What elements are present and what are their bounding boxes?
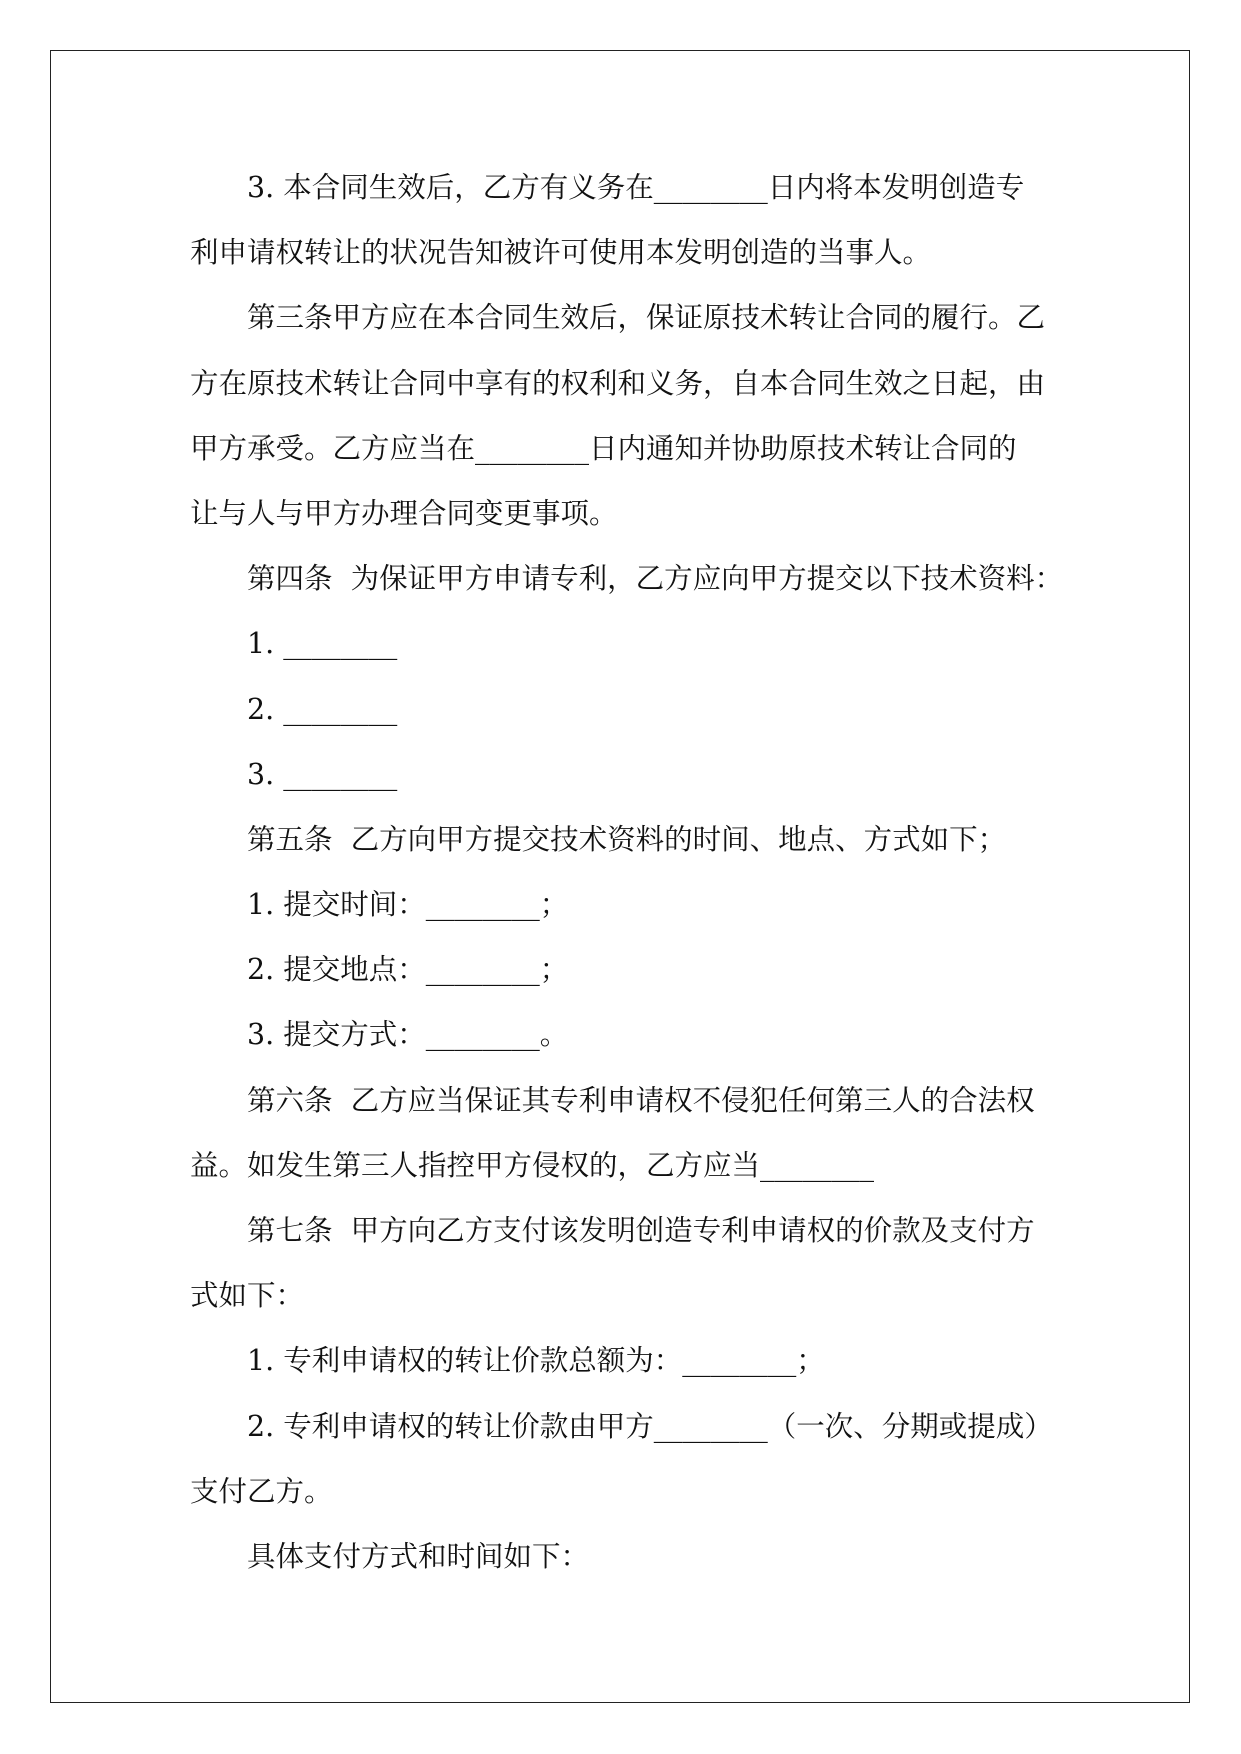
article-4-heading: 第四条 为保证甲方申请专利，乙方应向甲方提交以下技术资料：: [247, 562, 1064, 596]
text-line: 3. 本合同生效后，乙方有义务在________日内将本发明创造专: [247, 171, 1025, 204]
text-line: 方在原技术转让合同中享有的权利和义务，自本合同生效之日起，由: [190, 366, 1046, 400]
list-item: 1. 专利申请权的转让价款总额为：________；: [247, 1344, 825, 1378]
article-6-heading: 第六条 乙方应当保证其专利申请权不侵犯任何第三人的合法权: [247, 1083, 1035, 1117]
article-5-heading: 第五条 乙方向甲方提交技术资料的时间、地点、方式如下；: [247, 822, 1007, 856]
article-3-heading: 第三条甲方应在本合同生效后，保证原技术转让合同的履行。乙: [247, 301, 1046, 335]
list-item: 2. 专利申请权的转让价款由甲方________（一次、分期或提成）: [247, 1409, 1053, 1443]
list-item: 2. 提交地点：________；: [247, 953, 569, 987]
document-body: [190, 155, 1064, 1589]
list-item: 3. 提交方式：________。: [247, 1018, 569, 1052]
list-item: 3. ________: [247, 757, 398, 791]
text-line: 甲方承受。乙方应当在________日内通知并协助原技术转让合同的: [190, 431, 1017, 465]
article-7-heading: 第七条 甲方向乙方支付该发明创造专利申请权的价款及支付方: [247, 1214, 1035, 1247]
text-line: 益。如发生第三人指控甲方侵权的，乙方应当________: [190, 1148, 875, 1182]
text-line: 利申请权转让的状况告知被许可使用本发明创造的当事人。: [190, 236, 932, 270]
list-item: 1. 提交时间：________；: [247, 888, 569, 922]
text-line: 让与人与甲方办理合同变更事项。: [190, 496, 618, 530]
text-line: 式如下：: [190, 1279, 305, 1313]
list-item: 2. ________: [247, 692, 398, 726]
text-line: 具体支付方式和时间如下：: [247, 1539, 590, 1573]
text-line: 支付乙方。: [190, 1474, 333, 1508]
list-item: 1. ________: [247, 627, 398, 661]
